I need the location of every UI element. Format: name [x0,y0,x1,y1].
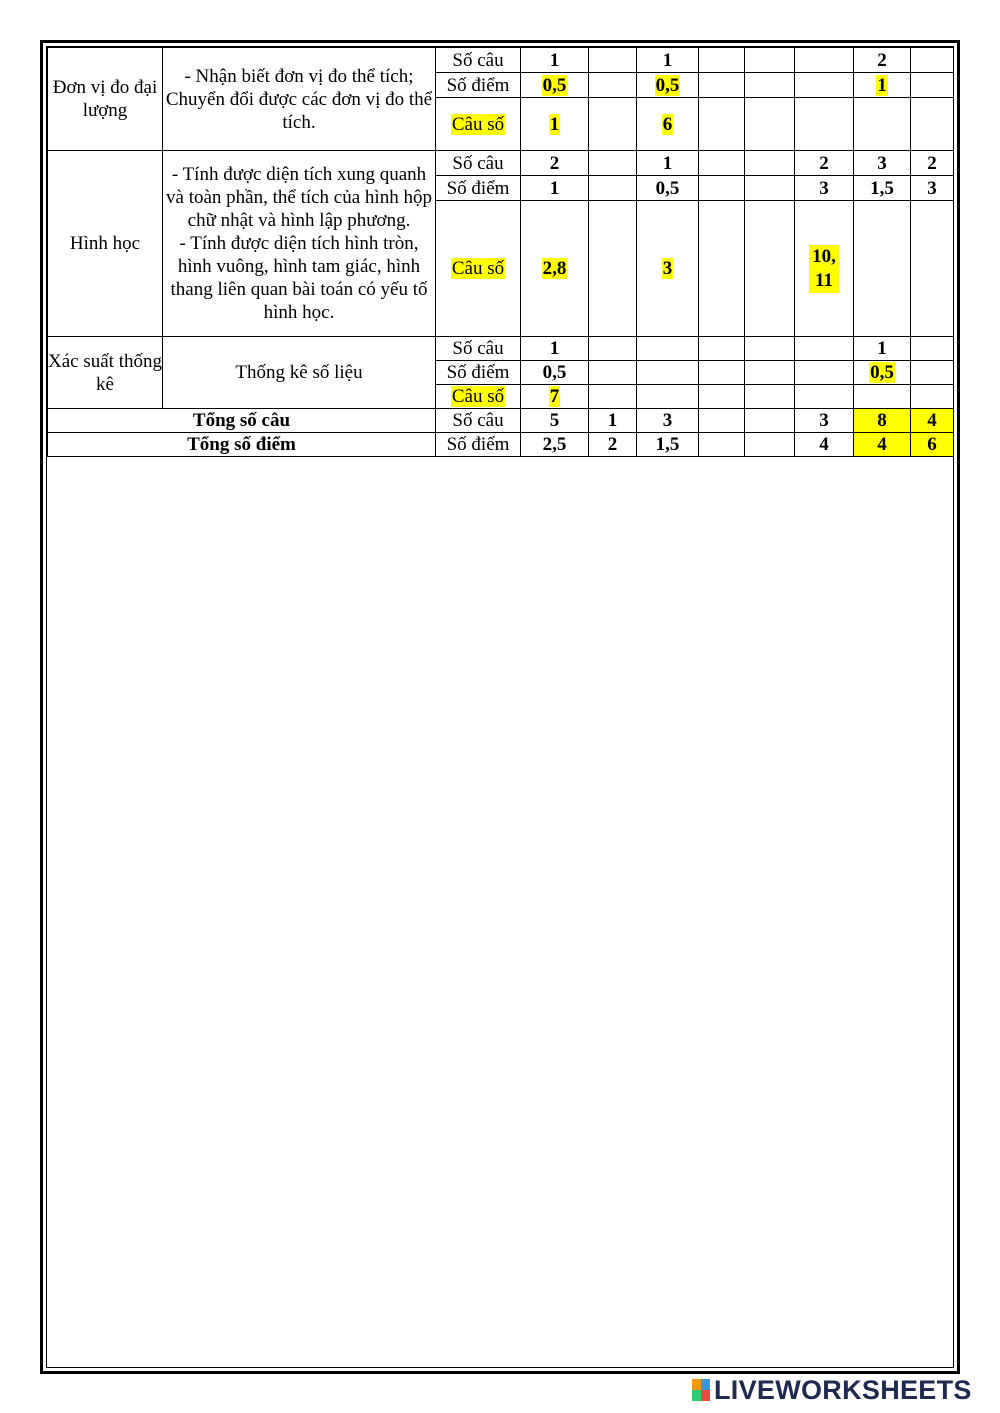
value-cell [699,337,745,361]
total-value-cell: 3 [795,409,854,433]
value-cell [854,385,911,409]
total-value-cell: 2,5 [521,433,589,457]
value-cell: 1 [637,48,699,73]
value-cell: 1,5 [854,176,911,201]
value-cell: 2 [795,151,854,176]
value-cell: 0,5 [637,176,699,201]
liveworksheets-watermark [692,1376,972,1404]
total-value-cell: 4 [911,409,954,433]
watermark-text: LIVEWORKSHEETS [714,1374,972,1405]
value-cell [589,98,637,151]
value-cell [589,385,637,409]
total-value-cell: 2 [589,433,637,457]
description-cell: - Tính được diện tích xung quanh và toàn phần, thể tích của hình hộp chữ nhật và hình lập phương. - Tính được diện tích hình tròn, hình vuông, hình tam giác, hình thang liên quan bài toán có yếu tố hình học. [163,151,436,337]
value-cell [589,337,637,361]
value-cell [795,48,854,73]
value-cell [521,385,589,409]
value-cell: 3 [911,176,954,201]
highlighted-value: 0,5 [542,74,567,96]
value-cell [911,361,954,385]
highlighted-value: 3 [662,258,673,279]
value-cell [589,73,637,98]
value-cell [589,48,637,73]
value-cell [854,361,911,385]
total-value-cell: 4 [854,433,911,457]
value-cell: 3 [795,176,854,201]
total-value-cell: 1,5 [637,433,699,457]
value-cell [854,98,911,151]
value-cell [589,176,637,201]
label-so-cau: Số câu [436,337,521,361]
value-cell [911,48,954,73]
total-value-cell: 1 [589,409,637,433]
value-cell [521,73,589,98]
value-cell [637,98,699,151]
value-cell [699,201,745,337]
highlighted-value: 10, 11 [809,245,839,293]
total-value-cell: 4 [795,433,854,457]
value-cell [745,361,795,385]
value-cell [911,98,954,151]
total-value-cell: 3 [637,409,699,433]
highlighted-value: 0,5 [655,74,680,96]
value-cell [745,337,795,361]
value-cell [521,201,589,337]
description-cell: Thống kê số liệu [163,337,436,409]
label-so-cau: Số câu [436,151,521,176]
label-cau-so [436,98,521,151]
value-cell [854,73,911,98]
highlighted-label: Câu số [451,113,505,135]
value-cell: 2 [521,151,589,176]
value-cell [745,98,795,151]
total-points-label: Tổng số điểm [48,433,436,457]
value-cell: 0,5 [521,361,589,385]
label-so-diem: Số điểm [436,176,521,201]
highlighted-value: 1 [549,113,560,135]
assessment-matrix-table [47,47,954,457]
value-cell [795,201,854,337]
value-cell [795,361,854,385]
value-cell [637,361,699,385]
value-cell [745,201,795,337]
value-cell [745,73,795,98]
value-cell: 1 [637,151,699,176]
highlighted-value: 6 [662,113,673,135]
value-cell [699,361,745,385]
total-value-cell: 8 [854,409,911,433]
highlighted-label: Câu số [451,258,505,279]
highlighted-label: Câu số [451,386,505,407]
value-cell: 1 [521,48,589,73]
highlighted-value: 7 [549,386,560,407]
value-cell [745,48,795,73]
value-cell [911,337,954,361]
value-cell [699,73,745,98]
value-cell [699,385,745,409]
value-cell: 1 [521,176,589,201]
value-cell: 2 [911,151,954,176]
total-value-cell: 5 [521,409,589,433]
topic-cell: Đơn vị đo đại lượng [48,48,163,151]
value-cell [637,73,699,98]
total-questions-label: Tổng số câu [48,409,436,433]
label-cau-so [436,201,521,337]
value-cell: 1 [521,337,589,361]
value-cell: 3 [854,151,911,176]
label-so-cau: Số câu [436,409,521,433]
value-cell [745,176,795,201]
total-value-cell [699,409,745,433]
value-cell [795,73,854,98]
value-cell [854,201,911,337]
value-cell: 2 [854,48,911,73]
topic-cell: Xác suất thống kê [48,337,163,409]
description-cell: - Nhận biết đơn vị đo thể tích; Chuyển đổi được các đơn vị đo thể tích. [163,48,436,151]
value-cell [795,98,854,151]
value-cell [795,337,854,361]
highlighted-value: 0,5 [870,362,894,383]
topic-cell: Hình học [48,151,163,337]
label-so-cau: Số câu [436,48,521,73]
highlighted-value: 1 [877,74,887,96]
value-cell [521,98,589,151]
label-so-diem: Số điểm [436,433,521,457]
value-cell [699,151,745,176]
total-value-cell: 6 [911,433,954,457]
value-cell [699,48,745,73]
value-cell [911,201,954,337]
value-cell [795,385,854,409]
highlighted-value: 2,8 [542,258,567,279]
value-cell [637,201,699,337]
value-cell [745,151,795,176]
value-cell [589,201,637,337]
label-so-diem: Số điểm [436,73,521,98]
value-cell [911,73,954,98]
value-cell [589,361,637,385]
value-cell [699,176,745,201]
liveworksheets-logo-icon [692,1379,710,1401]
value-cell [745,385,795,409]
value-cell [637,385,699,409]
value-cell [699,98,745,151]
value-cell [637,337,699,361]
total-value-cell [699,433,745,457]
label-cau-so [436,385,521,409]
value-cell [911,385,954,409]
value-cell: 1 [854,337,911,361]
total-value-cell [745,409,795,433]
label-so-diem: Số điểm [436,361,521,385]
total-value-cell [745,433,795,457]
value-cell [589,151,637,176]
